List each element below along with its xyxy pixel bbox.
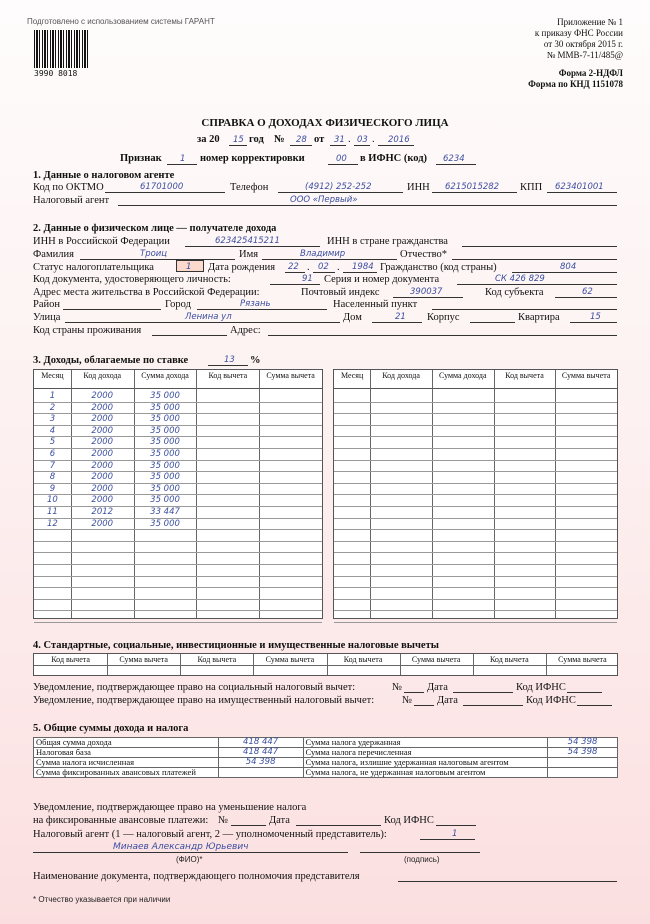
income-cell[interactable]: 2000 xyxy=(91,449,114,459)
dob-month[interactable]: 02 xyxy=(318,262,329,272)
barcode-number: 3990 8018 xyxy=(34,69,78,78)
section-4-title: 4. Стандартные, социальные, инвестиционные и имущественные налоговые вычеты xyxy=(33,640,439,651)
date-day[interactable]: 31 xyxy=(334,135,345,145)
totals-row xyxy=(34,768,618,778)
section-5-title: 5. Общие суммы дохода и налога xyxy=(33,723,189,734)
totals-row xyxy=(34,758,618,768)
totals-label: Общая сумма дохода xyxy=(34,738,219,748)
col-header: Месяц xyxy=(340,371,364,380)
income-cell[interactable]: 33 447 xyxy=(150,507,180,517)
income-cell[interactable]: 35 000 xyxy=(150,483,180,494)
fio-value[interactable]: Минаев Александр Юрьевич xyxy=(113,842,249,852)
deduction-col-header: Сумма вычета xyxy=(265,655,315,664)
deduction-col-header: Код вычета xyxy=(51,655,90,664)
oktmo-value[interactable]: 61701000 xyxy=(140,182,184,192)
income-cell[interactable]: 35 000 xyxy=(150,495,180,506)
col-header: Месяц xyxy=(41,371,64,380)
col-header: Сумма дохода xyxy=(438,371,487,380)
totals-value[interactable] xyxy=(548,758,618,768)
house-value[interactable]: 21 xyxy=(395,312,406,322)
income-cell[interactable]: 35 000 xyxy=(150,402,180,413)
totals-label: Налоговая база xyxy=(34,748,219,758)
dob-year[interactable]: 1984 xyxy=(352,262,374,272)
agent-inn-value[interactable]: 6215015282 xyxy=(445,182,500,192)
deduction-col-header: Сумма вычета xyxy=(411,655,461,664)
totals-value[interactable]: 54 398 xyxy=(218,758,303,768)
year-value[interactable]: 15 xyxy=(233,135,244,145)
income-cell[interactable]: 8 xyxy=(49,472,56,483)
income-cell[interactable]: 2000 xyxy=(91,391,114,401)
col-header: Код вычета xyxy=(505,371,544,380)
appendix: Приложение № 1 к приказу ФНС России от 30 октября 2015 г. № ММВ-7-11/485@ xyxy=(534,17,623,60)
deduction-col-header: Код вычета xyxy=(489,655,529,664)
totals-value[interactable]: 418 447 xyxy=(218,748,303,758)
totals-label: Сумма налога перечисленная xyxy=(303,748,548,758)
income-cell[interactable]: 11 xyxy=(47,507,58,517)
income-cell[interactable]: 3 xyxy=(49,414,56,425)
flat-value[interactable]: 15 xyxy=(590,312,601,322)
totals-row xyxy=(34,748,618,758)
totals-label: Сумма налога, излишне удержанная налоговым агентом xyxy=(303,758,548,768)
income-cell[interactable]: 9 xyxy=(49,483,56,494)
form-codes: Форма 2-НДФЛ Форма по КНД 1151078 xyxy=(528,68,623,89)
region-code-value[interactable]: 62 xyxy=(582,287,593,297)
income-cell[interactable]: 2012 xyxy=(91,507,114,517)
income-cell[interactable]: 35 000 xyxy=(150,472,180,483)
income-cell[interactable]: 1 xyxy=(49,391,56,401)
citizenship-value[interactable]: 804 xyxy=(560,262,577,272)
street-value[interactable]: Ленина ул xyxy=(185,312,232,322)
kpp-value[interactable]: 623401001 xyxy=(555,182,604,192)
zip-value[interactable]: 390037 xyxy=(410,287,443,297)
income-cell[interactable]: 2000 xyxy=(91,483,114,494)
deduction-col-header: Код вычета xyxy=(343,655,383,664)
rate-value[interactable]: 13 xyxy=(224,355,235,365)
income-cell[interactable]: 2000 xyxy=(91,472,114,483)
col-header: Сумма вычета xyxy=(561,371,611,380)
totals-row xyxy=(34,738,618,748)
correction-value[interactable]: 00 xyxy=(336,154,347,164)
deduction-col-header: Сумма вычета xyxy=(558,655,607,664)
totals-label: Сумма налога удержанная xyxy=(303,738,548,748)
totals-label: Сумма налога, не удержанная налоговым агентом xyxy=(303,768,548,778)
number-value[interactable]: 28 xyxy=(296,135,307,145)
totals-value[interactable] xyxy=(218,768,303,778)
col-header: Код дохода xyxy=(83,371,122,380)
ifns-value[interactable]: 6234 xyxy=(443,154,465,164)
income-cell[interactable]: 35 000 xyxy=(150,460,180,471)
income-cell[interactable]: 2000 xyxy=(91,425,114,436)
col-header: Код вычета xyxy=(208,371,248,380)
totals-label: Сумма налога исчисленная xyxy=(34,758,219,768)
status-value[interactable]: 1 xyxy=(186,262,192,272)
barcode xyxy=(34,30,90,68)
income-cell[interactable]: 10 xyxy=(47,495,58,506)
income-cell[interactable]: 5 xyxy=(49,437,56,448)
section-1-title: 1. Данные о налоговом агенте xyxy=(33,170,175,181)
totals-value[interactable]: 54 398 xyxy=(548,738,618,748)
sign-value[interactable]: 1 xyxy=(180,154,186,164)
section-2-title: 2. Данные о физическом лице — получателе дохода xyxy=(33,223,277,234)
income-cell[interactable]: 2000 xyxy=(91,460,114,471)
income-cell[interactable]: 35 000 xyxy=(150,437,180,448)
city-value[interactable]: Рязань xyxy=(240,299,271,309)
date-month[interactable]: 03 xyxy=(357,135,368,145)
income-cell[interactable]: 2 xyxy=(49,402,56,413)
name-value[interactable]: Владимир xyxy=(300,249,346,259)
income-cell[interactable]: 7 xyxy=(49,460,56,471)
doc-series-value[interactable]: СК 426 829 xyxy=(495,274,545,284)
top-note: Подготовлено с использованием системы ГАРАНТ xyxy=(27,17,215,26)
income-cell[interactable]: 12 xyxy=(47,518,58,529)
dob-day[interactable]: 22 xyxy=(288,262,299,272)
page-title: СПРАВКА О ДОХОДАХ ФИЗИЧЕСКОГО ЛИЦА xyxy=(201,117,449,129)
income-table-left xyxy=(33,369,323,619)
income-cell[interactable]: 2000 xyxy=(91,437,114,448)
income-cell[interactable]: 35 000 xyxy=(150,518,180,529)
income-cell[interactable]: 2000 xyxy=(91,414,114,425)
phone-value[interactable]: (4912) 252-252 xyxy=(305,182,372,192)
col-header: Сумма вычета xyxy=(266,371,315,380)
income-cell[interactable]: 4 xyxy=(49,425,56,436)
deduction-col-header: Код вычета xyxy=(197,655,237,664)
income-cell[interactable]: 2000 xyxy=(91,402,114,413)
doc-code-value[interactable]: 91 xyxy=(302,274,313,284)
agent-type-value[interactable]: 1 xyxy=(452,829,458,839)
col-header: Сумма дохода xyxy=(141,371,189,380)
section-3-title: 3. Доходы, облагаемые по ставке xyxy=(33,355,189,366)
col-header: Код дохода xyxy=(382,371,420,380)
deduction-col-header: Сумма вычета xyxy=(119,655,168,664)
surname-value[interactable]: Троиц xyxy=(140,249,168,259)
totals-value[interactable] xyxy=(548,768,618,778)
income-cell[interactable]: 6 xyxy=(49,449,56,459)
income-cell[interactable]: 35 000 xyxy=(150,425,180,436)
totals-label: Сумма фиксированных авансовых платежей xyxy=(34,768,219,778)
totals-table xyxy=(33,737,618,778)
income-cell[interactable]: 35 000 xyxy=(150,449,180,459)
deductions-table xyxy=(33,653,618,676)
agent-name-value[interactable]: ООО «Первый» xyxy=(290,195,358,205)
date-year[interactable]: 2016 xyxy=(388,135,410,145)
totals-value[interactable]: 54 398 xyxy=(548,748,618,758)
income-cell[interactable]: 35 000 xyxy=(150,391,180,401)
person-inn-value[interactable]: 623425415211 xyxy=(215,236,280,246)
income-cell[interactable]: 35 000 xyxy=(150,414,180,425)
income-table-right xyxy=(333,369,618,619)
income-cell[interactable]: 2000 xyxy=(91,518,114,529)
income-cell[interactable]: 2000 xyxy=(91,495,114,506)
totals-value[interactable]: 418 447 xyxy=(218,738,303,748)
